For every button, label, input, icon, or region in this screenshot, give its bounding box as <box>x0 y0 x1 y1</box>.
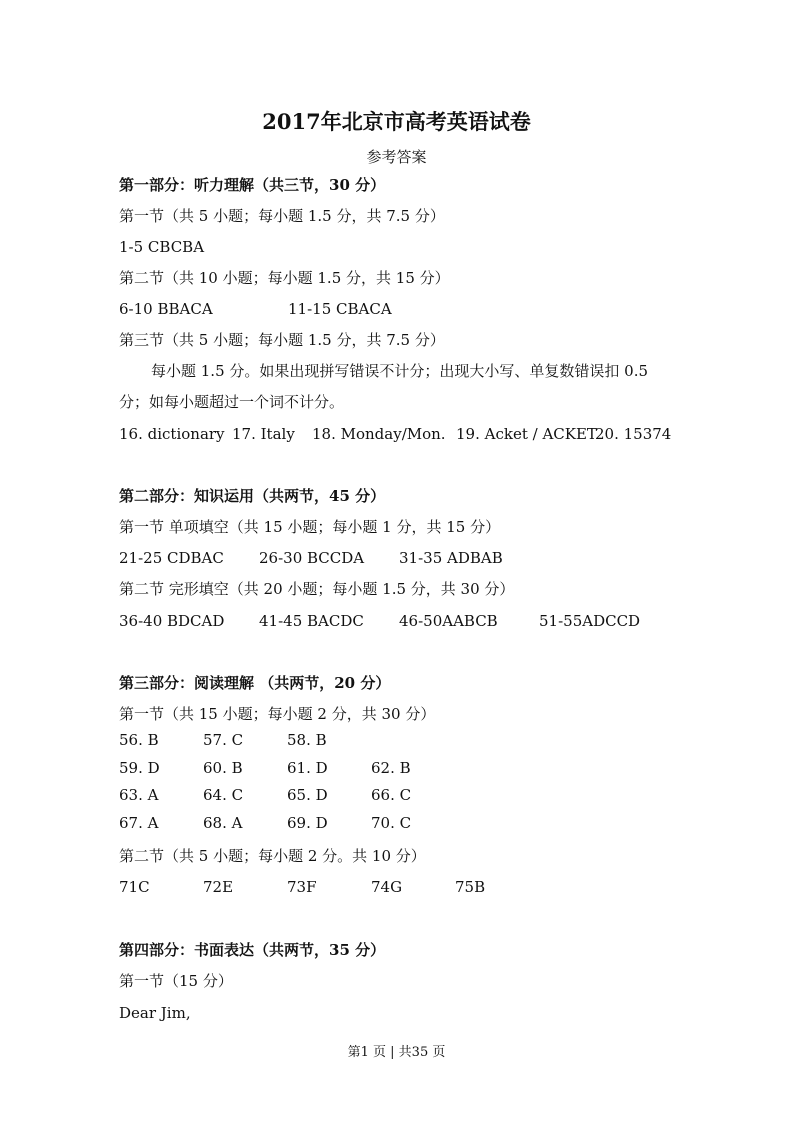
answer-group: 21-25 CDBAC <box>119 549 224 567</box>
part4-section1-title: 第一节（15 分） <box>119 972 233 990</box>
part3-heading: 第三部分：阅读理解 （共两节，20 分） <box>119 674 391 692</box>
page-subtitle: 参考答案 <box>366 148 427 166</box>
answer-group: 41-45 BACDC <box>259 612 364 630</box>
answer-item: 66. C <box>371 786 412 804</box>
answer-item: 71C <box>119 878 150 896</box>
scoring-note-line2: 分；如每小题超过一个词不计分。 <box>119 393 345 411</box>
answer-item: 16. dictionary <box>119 425 225 443</box>
answer-group: 11-15 CBACA <box>288 300 392 318</box>
part3-section2-title: 第二节（共 5 小题；每小题 2 分。共 10 分） <box>119 847 426 865</box>
answer-group: 6-10 BBACA <box>119 300 213 318</box>
answer-item: 65. D <box>287 786 328 804</box>
scoring-note-line1: 每小题 1.5 分。如果出现拼写错误不计分；出现大小写、单复数错误扣 0.5 <box>151 362 649 380</box>
answer-item: 72E <box>203 878 234 896</box>
answer-item: 61. D <box>287 759 328 777</box>
answer-group: 26-30 BCCDA <box>259 549 365 567</box>
part3-section1-title: 第一节（共 15 小题；每小题 2 分，共 30 分） <box>119 705 436 723</box>
answer-item: 17. Italy <box>232 425 295 443</box>
answer-item: 70. C <box>371 814 412 832</box>
letter-greeting: Dear Jim, <box>119 1004 191 1022</box>
answer-group: 46-50AABCB <box>399 612 498 630</box>
answer-item: 20. 15374 <box>595 425 672 443</box>
answer-item: 74G <box>371 878 403 896</box>
answer-item: 18. Monday/Mon. <box>312 425 446 443</box>
answer-item: 59. D <box>119 759 160 777</box>
part1-section1-title: 第一节（共 5 小题；每小题 1.5 分，共 7.5 分） <box>119 207 445 225</box>
answer-item: 62. B <box>371 759 411 777</box>
answer-item: 75B <box>455 878 486 896</box>
answer-group: 51-55ADCCD <box>539 612 641 630</box>
answer-item: 58. B <box>287 731 327 749</box>
part4-heading: 第四部分：书面表达（共两节，35 分） <box>119 941 386 959</box>
answer-item: 60. B <box>203 759 243 777</box>
answer-item: 57. C <box>203 731 244 749</box>
part2-section1-title: 第一节 单项填空（共 15 小题；每小题 1 分，共 15 分） <box>119 518 501 536</box>
part2-section2-title: 第二节 完形填空（共 20 小题；每小题 1.5 分，共 30 分） <box>119 580 515 598</box>
part1-section2-title: 第二节（共 10 小题；每小题 1.5 分，共 15 分） <box>119 269 450 287</box>
answer-item: 69. D <box>287 814 328 832</box>
answer-item: 67. A <box>119 814 159 832</box>
answer-item: 68. A <box>203 814 243 832</box>
part2-heading: 第二部分：知识运用（共两节，45 分） <box>119 487 386 505</box>
page-footer: 第1 页 | 共35 页 <box>347 1045 446 1060</box>
answer-item: 64. C <box>203 786 244 804</box>
answer-group: 31-35 ADBAB <box>399 549 503 567</box>
answer-item: 73F <box>287 878 317 896</box>
part1-section3-title: 第三节（共 5 小题；每小题 1.5 分，共 7.5 分） <box>119 331 445 349</box>
answer-item: 19. Acket / ACKET <box>456 425 597 443</box>
part1-section1-answers: 1-5 CBCBA <box>119 238 205 256</box>
answer-group: 36-40 BDCAD <box>119 612 225 630</box>
part1-heading: 第一部分：听力理解（共三节，30 分） <box>119 176 386 194</box>
answer-item: 56. B <box>119 731 159 749</box>
page-title: 2017年北京市高考英语试卷 <box>262 109 531 134</box>
answer-item: 63. A <box>119 786 159 804</box>
